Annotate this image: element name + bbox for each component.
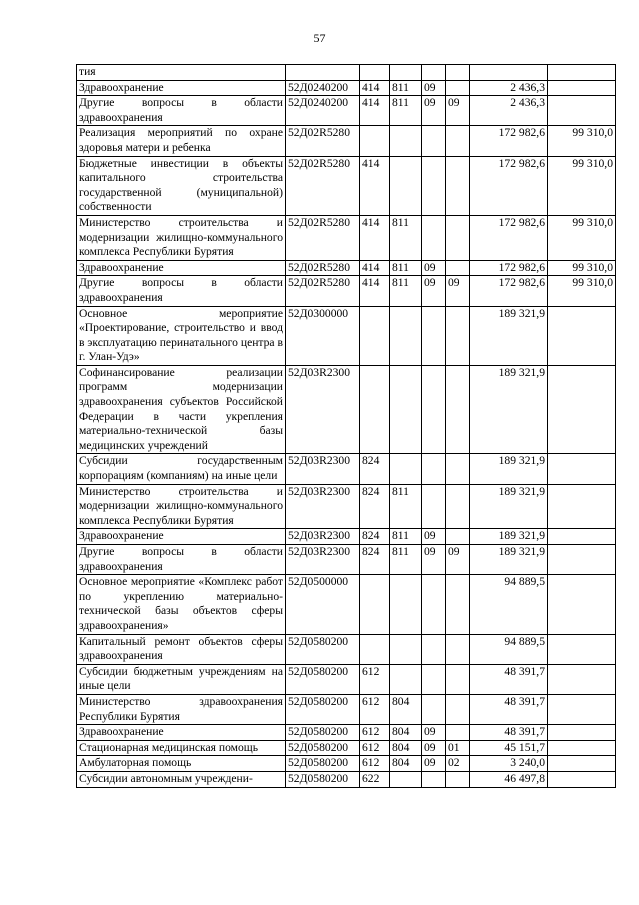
row-amount-2-cell: 99 310,0	[548, 126, 616, 156]
row-column-4-cell	[446, 725, 470, 741]
row-name-cell: Здравоохранение	[77, 725, 286, 741]
row-column-2-cell: 811	[390, 80, 422, 96]
row-column-4-cell	[446, 156, 470, 215]
row-name-cell: Субсидии бюджетным учреждениям на иные цели	[77, 664, 286, 694]
row-column-3-cell	[422, 484, 446, 529]
row-column-4-cell	[446, 484, 470, 529]
row-column-2-cell	[390, 306, 422, 365]
row-amount-2-cell	[548, 529, 616, 545]
row-column-3-cell: 09	[422, 756, 446, 772]
row-amount-2-cell	[548, 756, 616, 772]
row-amount-2-cell	[548, 454, 616, 484]
row-column-3-cell: 09	[422, 529, 446, 545]
row-amount-1-cell: 172 982,6	[470, 215, 548, 260]
row-amount-1-cell: 189 321,9	[470, 454, 548, 484]
row-column-4-cell: 01	[446, 740, 470, 756]
table-row	[77, 65, 616, 81]
row-column-3-cell	[422, 156, 446, 215]
row-amount-2-cell	[548, 96, 616, 126]
row-column-3-cell	[422, 664, 446, 694]
row-column-1-cell: 824	[360, 545, 390, 575]
row-column-2-cell	[390, 126, 422, 156]
row-code-cell: 52Д0240200	[286, 96, 360, 126]
row-column-1-cell: 414	[360, 156, 390, 215]
row-name-cell: Здравоохранение	[77, 80, 286, 96]
row-code-cell	[286, 65, 360, 81]
row-name-cell: Капитальный ремонт объектов сферы здравоохранения	[77, 634, 286, 664]
row-code-cell: 52Д0580200	[286, 771, 360, 787]
table-row	[77, 156, 616, 215]
row-amount-2-cell: 99 310,0	[548, 260, 616, 276]
row-column-2-cell	[390, 365, 422, 454]
row-amount-2-cell: 99 310,0	[548, 156, 616, 215]
row-amount-1-cell: 2 436,3	[470, 96, 548, 126]
row-column-1-cell: 824	[360, 529, 390, 545]
row-code-cell: 52Д03R2300	[286, 484, 360, 529]
row-column-2-cell: 804	[390, 740, 422, 756]
row-code-cell: 52Д0500000	[286, 575, 360, 634]
row-column-1-cell: 824	[360, 454, 390, 484]
row-column-3-cell	[422, 771, 446, 787]
row-amount-2-cell: 99 310,0	[548, 215, 616, 260]
row-name-cell: тия	[77, 65, 286, 81]
row-code-cell: 52Д02R5280	[286, 260, 360, 276]
row-name-cell: Реализация мероприятий по охране здоровья матери и ребенка	[77, 126, 286, 156]
table-row	[77, 215, 616, 260]
row-column-1-cell: 414	[360, 96, 390, 126]
row-code-cell: 52Д02R5280	[286, 126, 360, 156]
row-amount-1-cell	[470, 65, 548, 81]
row-column-2-cell: 804	[390, 725, 422, 741]
row-name-cell: Здравоохранение	[77, 529, 286, 545]
row-amount-1-cell: 172 982,6	[470, 260, 548, 276]
budget-table	[76, 64, 616, 788]
row-column-4-cell: 09	[446, 96, 470, 126]
row-amount-2-cell	[548, 694, 616, 724]
row-code-cell: 52Д0580200	[286, 634, 360, 664]
row-amount-1-cell: 48 391,7	[470, 664, 548, 694]
row-name-cell: Министерство здравоохранения Республики Бурятия	[77, 694, 286, 724]
row-amount-2-cell	[548, 65, 616, 81]
row-amount-1-cell: 189 321,9	[470, 545, 548, 575]
row-name-cell: Амбулаторная помощь	[77, 756, 286, 772]
table-row	[77, 694, 616, 724]
row-column-1-cell: 824	[360, 484, 390, 529]
row-column-4-cell	[446, 80, 470, 96]
row-column-4-cell	[446, 454, 470, 484]
table-row	[77, 664, 616, 694]
table-row	[77, 756, 616, 772]
row-code-cell: 52Д0300000	[286, 306, 360, 365]
table-row	[77, 126, 616, 156]
row-column-3-cell	[422, 454, 446, 484]
row-code-cell: 52Д02R5280	[286, 276, 360, 306]
row-name-cell: Другие вопросы в области здравоохранения	[77, 276, 286, 306]
table-row	[77, 740, 616, 756]
row-name-cell: Другие вопросы в области здравоохранения	[77, 96, 286, 126]
row-column-4-cell: 09	[446, 545, 470, 575]
table-row	[77, 771, 616, 787]
table-row	[77, 484, 616, 529]
row-column-3-cell	[422, 634, 446, 664]
row-amount-2-cell	[548, 664, 616, 694]
row-code-cell: 52Д0580200	[286, 664, 360, 694]
row-name-cell: Основное мероприятие «Комплекс работ по укреплению материально-технической базы объектов сферы здравоохранения»	[77, 575, 286, 634]
row-code-cell: 52Д02R5280	[286, 156, 360, 215]
row-amount-1-cell: 94 889,5	[470, 634, 548, 664]
row-column-4-cell	[446, 771, 470, 787]
row-column-4-cell	[446, 365, 470, 454]
row-column-3-cell	[422, 694, 446, 724]
row-amount-2-cell	[548, 771, 616, 787]
row-code-cell: 52Д03R2300	[286, 529, 360, 545]
row-column-2-cell: 811	[390, 260, 422, 276]
row-amount-2-cell	[548, 80, 616, 96]
row-code-cell: 52Д0580200	[286, 694, 360, 724]
row-column-4-cell	[446, 664, 470, 694]
row-column-1-cell: 414	[360, 215, 390, 260]
row-column-3-cell	[422, 575, 446, 634]
row-name-cell: Министерство строительства и модернизации жилищно-коммунального комплекса Республики Бурятия	[77, 484, 286, 529]
row-column-2-cell: 804	[390, 756, 422, 772]
row-column-1-cell: 414	[360, 80, 390, 96]
row-column-1-cell	[360, 365, 390, 454]
table-row	[77, 276, 616, 306]
row-column-3-cell	[422, 65, 446, 81]
row-amount-1-cell: 45 151,7	[470, 740, 548, 756]
row-column-2-cell	[390, 65, 422, 81]
table-row	[77, 365, 616, 454]
row-amount-2-cell	[548, 575, 616, 634]
table-row	[77, 545, 616, 575]
row-amount-1-cell: 2 436,3	[470, 80, 548, 96]
row-code-cell: 52Д02R5280	[286, 215, 360, 260]
table-row	[77, 260, 616, 276]
table-row	[77, 575, 616, 634]
table-row	[77, 725, 616, 741]
row-column-2-cell: 804	[390, 694, 422, 724]
row-column-1-cell	[360, 65, 390, 81]
row-column-2-cell	[390, 771, 422, 787]
row-column-4-cell	[446, 260, 470, 276]
row-name-cell: Основное мероприятие «Проектирование, строительство и ввод в эксплуатацию перинатального центра в г. Улан-Удэ»	[77, 306, 286, 365]
row-amount-2-cell	[548, 725, 616, 741]
row-column-3-cell: 09	[422, 545, 446, 575]
row-column-3-cell	[422, 215, 446, 260]
row-amount-1-cell: 48 391,7	[470, 725, 548, 741]
row-amount-2-cell	[548, 634, 616, 664]
row-column-4-cell	[446, 529, 470, 545]
row-amount-1-cell: 189 321,9	[470, 484, 548, 529]
row-column-2-cell: 811	[390, 276, 422, 306]
row-column-3-cell: 09	[422, 260, 446, 276]
row-column-3-cell	[422, 306, 446, 365]
row-column-2-cell: 811	[390, 484, 422, 529]
row-column-2-cell: 811	[390, 96, 422, 126]
row-name-cell: Софинансирование реализации программ модернизации здравоохранения субъектов Российской Федерации в части укрепления материально-технической базы медицинских учреждений	[77, 365, 286, 454]
row-column-2-cell	[390, 634, 422, 664]
row-amount-2-cell	[548, 545, 616, 575]
page-number: 57	[313, 31, 326, 45]
row-column-3-cell: 09	[422, 276, 446, 306]
row-column-1-cell: 612	[360, 664, 390, 694]
row-column-4-cell	[446, 634, 470, 664]
row-amount-1-cell: 94 889,5	[470, 575, 548, 634]
row-amount-1-cell: 172 982,6	[470, 276, 548, 306]
row-amount-2-cell	[548, 484, 616, 529]
row-column-2-cell	[390, 156, 422, 215]
row-amount-2-cell	[548, 740, 616, 756]
row-column-1-cell: 612	[360, 756, 390, 772]
row-column-3-cell: 09	[422, 740, 446, 756]
table-row	[77, 454, 616, 484]
row-code-cell: 52Д03R2300	[286, 545, 360, 575]
row-amount-1-cell: 189 321,9	[470, 365, 548, 454]
row-amount-1-cell: 172 982,6	[470, 156, 548, 215]
row-amount-2-cell: 99 310,0	[548, 276, 616, 306]
row-code-cell: 52Д0580200	[286, 740, 360, 756]
row-amount-1-cell: 172 982,6	[470, 126, 548, 156]
row-column-4-cell	[446, 306, 470, 365]
row-amount-1-cell: 189 321,9	[470, 306, 548, 365]
row-name-cell: Бюджетные инвестиции в объекты капитального строительства государственной (муниципальной) собственности	[77, 156, 286, 215]
row-column-1-cell	[360, 126, 390, 156]
row-column-2-cell	[390, 664, 422, 694]
row-code-cell: 52Д03R2300	[286, 365, 360, 454]
table-row	[77, 96, 616, 126]
row-amount-2-cell	[548, 365, 616, 454]
row-column-1-cell: 612	[360, 740, 390, 756]
row-amount-2-cell	[548, 306, 616, 365]
table-body	[77, 65, 616, 788]
row-amount-1-cell: 189 321,9	[470, 529, 548, 545]
row-name-cell: Здравоохранение	[77, 260, 286, 276]
row-column-4-cell: 09	[446, 276, 470, 306]
row-column-1-cell	[360, 306, 390, 365]
row-amount-1-cell: 3 240,0	[470, 756, 548, 772]
row-name-cell: Субсидии государственным корпорациям (компаниям) на иные цели	[77, 454, 286, 484]
row-column-3-cell: 09	[422, 96, 446, 126]
table-row	[77, 634, 616, 664]
row-column-4-cell	[446, 575, 470, 634]
row-code-cell: 52Д0240200	[286, 80, 360, 96]
row-amount-1-cell: 48 391,7	[470, 694, 548, 724]
row-column-1-cell: 622	[360, 771, 390, 787]
row-column-3-cell: 09	[422, 725, 446, 741]
row-column-1-cell: 414	[360, 260, 390, 276]
table-row	[77, 529, 616, 545]
row-name-cell: Другие вопросы в области здравоохранения	[77, 545, 286, 575]
row-column-2-cell: 811	[390, 529, 422, 545]
row-column-4-cell	[446, 65, 470, 81]
row-column-2-cell: 811	[390, 545, 422, 575]
row-name-cell: Субсидии автономным учреждени-	[77, 771, 286, 787]
row-column-2-cell	[390, 454, 422, 484]
table-row	[77, 306, 616, 365]
row-column-3-cell	[422, 126, 446, 156]
row-column-1-cell: 612	[360, 725, 390, 741]
row-column-3-cell	[422, 365, 446, 454]
row-amount-1-cell: 46 497,8	[470, 771, 548, 787]
row-column-2-cell: 811	[390, 215, 422, 260]
row-column-1-cell	[360, 575, 390, 634]
row-name-cell: Стационарная медицинская помощь	[77, 740, 286, 756]
row-column-4-cell	[446, 215, 470, 260]
row-code-cell: 52Д03R2300	[286, 454, 360, 484]
row-name-cell: Министерство строительства и модернизации жилищно-коммунального комплекса Республики Бурятия	[77, 215, 286, 260]
row-column-3-cell: 09	[422, 80, 446, 96]
row-column-1-cell: 612	[360, 694, 390, 724]
row-column-1-cell: 414	[360, 276, 390, 306]
row-code-cell: 52Д0580200	[286, 756, 360, 772]
row-column-4-cell: 02	[446, 756, 470, 772]
row-column-2-cell	[390, 575, 422, 634]
row-column-4-cell	[446, 126, 470, 156]
table-row	[77, 80, 616, 96]
row-column-1-cell	[360, 634, 390, 664]
row-code-cell: 52Д0580200	[286, 725, 360, 741]
row-column-4-cell	[446, 694, 470, 724]
